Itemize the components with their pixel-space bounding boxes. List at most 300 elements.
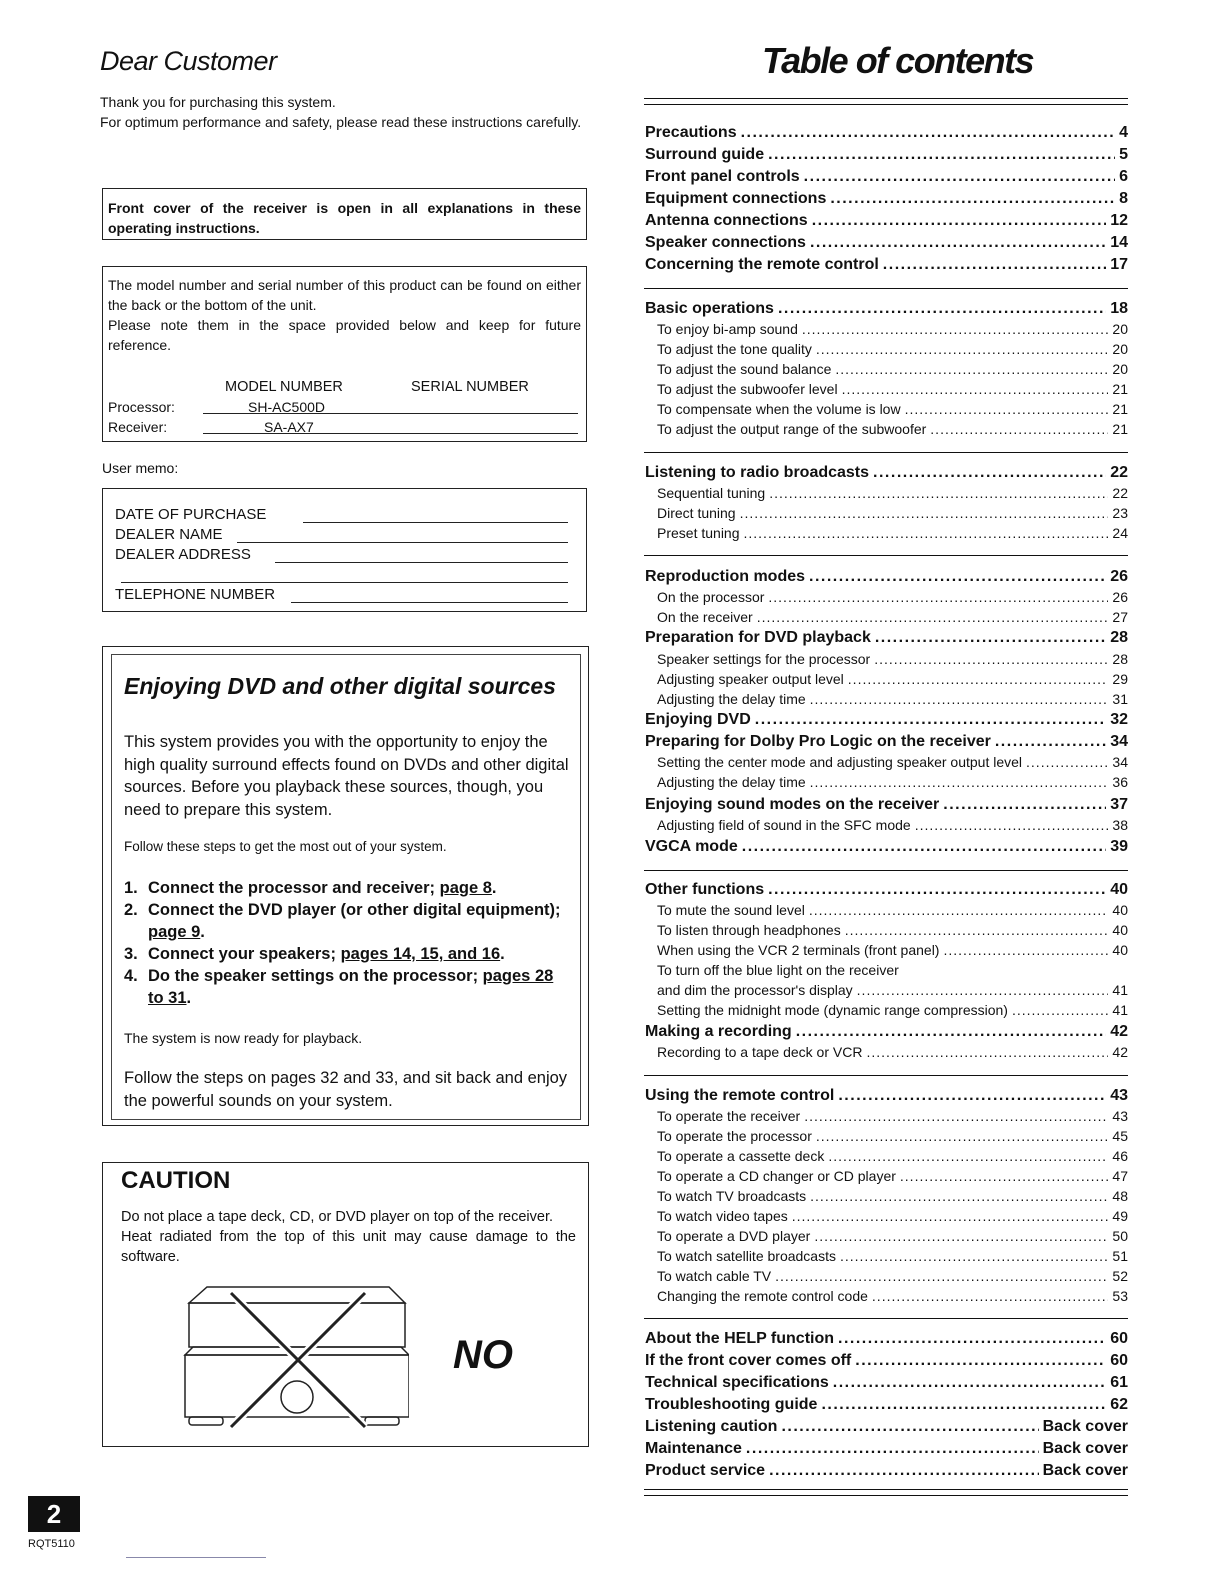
toc-entry-page: 22 (1110, 464, 1128, 481)
toc-leader-dots (810, 774, 1109, 790)
toc-entry-title: Precautions (645, 124, 737, 141)
dvd-step-4 (124, 965, 570, 1009)
toc-entry-page: 61 (1110, 1374, 1128, 1391)
toc-entry-title: Basic operations (645, 300, 774, 317)
step-number: 4. (124, 967, 138, 985)
step-text: Connect your speakers; (148, 945, 341, 963)
dvd-intro-text: This system provides you with the opportunity to enjoy the high quality surround effects found on DVDs and other digital sources. Before you playback these sources, though, you need to prepare this system. (124, 733, 569, 819)
toc-entry-page: 8 (1119, 190, 1128, 207)
toc-leader-dots (781, 1418, 1038, 1436)
caution-line-2: Heat radiated from the top of this unit may cause damage to the software. (121, 1229, 576, 1265)
dvd-info-box (102, 646, 589, 1126)
toc-entry-page: 29 (1112, 671, 1128, 687)
toc-entry[interactable] (645, 1087, 1128, 1105)
toc-entry-title: Enjoying sound modes on the receiver (645, 796, 940, 813)
toc-entry[interactable] (645, 234, 1128, 252)
toc-rule (644, 1075, 1128, 1076)
toc-entry-title: Adjusting the delay time (657, 691, 806, 707)
step-end: . (200, 923, 205, 941)
toc-entry-title: If the front cover comes off (645, 1352, 852, 1369)
receiver-row (108, 417, 578, 437)
toc-entry[interactable] (645, 629, 1128, 647)
toc-entry-page: 32 (1110, 711, 1128, 728)
receiver-model: SA-AX7 (264, 419, 314, 435)
dvd-step-1 (124, 877, 570, 899)
toc-leader-dots (744, 525, 1109, 541)
toc-entry-page: 14 (1110, 234, 1128, 251)
toc-entry[interactable] (645, 711, 1128, 729)
toc-leader-dots (835, 361, 1108, 377)
toc-entry-title: Troubleshooting guide (645, 1396, 818, 1413)
volume-knob (281, 1381, 313, 1413)
toc-entry-title: Listening to radio broadcasts (645, 464, 870, 481)
dealer-address-row-2 (115, 566, 568, 586)
toc-leader-dots (840, 1248, 1108, 1264)
dealer-name-row (115, 526, 568, 546)
toc-entry[interactable] (645, 1418, 1128, 1436)
toc-entry-title: Antenna connections (645, 212, 808, 229)
toc-entry-page: 20 (1112, 361, 1128, 377)
toc-entry-page: 47 (1112, 1168, 1128, 1184)
dvd-final-text: Follow the steps on pages 32 and 33, and sit back and enjoy the powerful sounds on your system. (124, 1069, 568, 1110)
toc-leader-dots (810, 234, 1106, 252)
toc-subentry[interactable] (645, 774, 1128, 790)
toc-entry-title: About the HELP function (645, 1330, 835, 1347)
toc-entry[interactable] (645, 1440, 1128, 1458)
dvd-steps-list (124, 877, 570, 1009)
toc-entry-title: To operate the processor (657, 1128, 812, 1144)
toc-subentry[interactable] (645, 754, 1128, 770)
thanks-paragraph (100, 92, 588, 132)
toc-entry[interactable] (645, 881, 1128, 899)
toc-entry-title: Changing the remote control code (657, 1288, 868, 1304)
toc-leader-dots (1012, 1002, 1108, 1018)
step-number: 2. (124, 901, 138, 919)
toc-entry-page: 49 (1112, 1208, 1128, 1224)
toc-rule (644, 452, 1128, 453)
model-para-1: The model number and serial number of this product can be found on either the back or the bottom of the unit. (108, 277, 581, 313)
processor-label: Processor: (108, 399, 175, 415)
toc-entry-title: VGCA mode (645, 838, 738, 855)
toc-entry-title: Recording to a tape deck or VCR (657, 1044, 863, 1060)
toc-rule (644, 288, 1128, 289)
toc-entry-title: Listening caution (645, 1418, 778, 1435)
toc-subentry[interactable] (645, 381, 1128, 397)
toc-entry-title: Preset tuning (657, 525, 740, 541)
toc-leader-dots (809, 902, 1109, 918)
toc-leader-dots (873, 464, 1106, 482)
toc-entry[interactable] (645, 1023, 1128, 1041)
toc-entry-page: 20 (1112, 341, 1128, 357)
toc-subentry[interactable] (645, 1002, 1128, 1018)
toc-subentry[interactable] (645, 1168, 1128, 1184)
dvd-step-2 (124, 899, 570, 943)
toc-leader-dots (905, 401, 1109, 417)
step-number: 3. (124, 945, 138, 963)
toc-subentry[interactable] (645, 942, 1128, 958)
toc-entry-title: To watch satellite broadcasts (657, 1248, 836, 1264)
top-unit-lid (189, 1287, 405, 1303)
toc-entry-page: 43 (1110, 1087, 1128, 1104)
toc-subentry[interactable] (645, 922, 1128, 938)
thanks-line-1: Thank you for purchasing this system. (100, 94, 336, 110)
toc-subentry[interactable] (645, 505, 1128, 521)
toc-subentry[interactable] (645, 1288, 1128, 1304)
toc-leader-dots (900, 1168, 1109, 1184)
caution-title: CAUTION (121, 1167, 231, 1194)
toc-leader-dots (792, 1208, 1109, 1224)
toc-subentry[interactable] (645, 321, 1128, 337)
model-number-header: MODEL NUMBER (225, 379, 343, 395)
toc-entry-title: Using the remote control (645, 1087, 835, 1104)
toc-entry-title: To compensate when the volume is low (657, 401, 901, 417)
toc-rule (644, 555, 1128, 556)
toc-leader-dots (796, 1023, 1107, 1041)
step-end: . (491, 879, 497, 897)
toc-leader-dots (995, 733, 1106, 751)
toc-entry-title: On the processor (657, 589, 765, 605)
toc-entry-title: When using the VCR 2 terminals (front panel) (657, 942, 940, 958)
toc-rule (644, 98, 1128, 99)
toc-rule (644, 104, 1128, 105)
toc-entry[interactable] (645, 212, 1128, 230)
toc-leader-dots (755, 711, 1106, 729)
toc-entry-page: 36 (1112, 774, 1128, 790)
toc-entry-title: To listen through headphones (657, 922, 841, 938)
toc-entry-page: 40 (1112, 902, 1128, 918)
toc-entry-title: and dim the processor's display (657, 982, 853, 998)
toc-leader-dots (857, 982, 1109, 998)
toc-entry-page: 46 (1112, 1148, 1128, 1164)
toc-leader-dots (741, 124, 1116, 142)
toc-entry-page: 17 (1110, 256, 1128, 273)
no-label: NO (453, 1333, 513, 1377)
toc-entry-page: 23 (1112, 505, 1128, 521)
toc-entry-page: 60 (1110, 1330, 1128, 1347)
user-memo-label: User memo: (102, 460, 179, 476)
telephone-number-line (291, 586, 568, 603)
toc-leader-dots (943, 796, 1106, 814)
toc-subentry[interactable] (645, 361, 1128, 377)
toc-entry-page: Back cover (1042, 1418, 1128, 1435)
caution-box (102, 1162, 589, 1447)
dvd-ready-text: The system is now ready for playback. (124, 1030, 363, 1046)
toc-entry-title: Enjoying DVD (645, 711, 751, 728)
toc-entry[interactable] (645, 256, 1128, 274)
toc-leader-dots (943, 942, 1108, 958)
toc-subentry[interactable] (645, 1044, 1128, 1060)
thanks-line-2: For optimum performance and safety, please read these instructions carefully. (100, 114, 582, 130)
toc-entry-page: 41 (1112, 982, 1128, 998)
toc-leader-dots (769, 485, 1108, 501)
toc-entry-title: Adjusting the delay time (657, 774, 806, 790)
toc-entry-page: 34 (1110, 733, 1128, 750)
date-of-purchase-line (303, 506, 568, 523)
toc-entry-page: 38 (1112, 817, 1128, 833)
toc-leader-dots (848, 671, 1109, 687)
receiver-line (203, 417, 578, 434)
toc-subentry[interactable] (645, 1148, 1128, 1164)
toc-leader-dots (778, 300, 1106, 318)
toc-entry[interactable] (645, 1374, 1128, 1392)
toc-entry-page: 24 (1112, 525, 1128, 541)
bottom-unit-foot-right (365, 1417, 399, 1425)
toc-entry-page: 18 (1110, 300, 1128, 317)
page-number: 2 (28, 1496, 80, 1532)
toc-subentry[interactable] (645, 421, 1128, 437)
toc-entry[interactable] (645, 1396, 1128, 1414)
toc-entry-title: To operate a cassette deck (657, 1148, 825, 1164)
toc-leader-dots (742, 838, 1106, 856)
toc-leader-dots (828, 1148, 1108, 1164)
toc-leader-dots (740, 505, 1109, 521)
toc-subentry[interactable] (645, 401, 1128, 417)
toc-subentry[interactable] (645, 651, 1128, 667)
toc-entry-title: Setting the midnight mode (dynamic range compression) (657, 1002, 1008, 1018)
dvd-info-inner-frame (111, 654, 581, 1120)
toc-entry-title: Front panel controls (645, 168, 800, 185)
toc-leader-dots (804, 168, 1115, 186)
step-text: Do the speaker settings on the processor; (148, 967, 483, 985)
toc-subentry[interactable] (645, 1108, 1128, 1124)
toc-leader-dots (810, 691, 1109, 707)
toc-entry-page: 62 (1110, 1396, 1128, 1413)
toc-entry-title: Maintenance (645, 1440, 742, 1457)
toc-entry-title: Making a recording (645, 1023, 792, 1040)
toc-entry-page: 41 (1112, 1002, 1128, 1018)
toc-entry[interactable] (645, 190, 1128, 208)
toc-entry-page: 34 (1112, 754, 1128, 770)
toc-entry-title: To watch video tapes (657, 1208, 788, 1224)
step-end: . (500, 945, 505, 963)
toc-entry-page: 5 (1119, 146, 1128, 163)
toc-entry-title: Reproduction modes (645, 568, 806, 585)
model-para-2: Please note them in the space provided below and keep for future reference. (108, 317, 581, 353)
caution-text (121, 1207, 576, 1267)
toc-entry-page: 4 (1119, 124, 1128, 141)
toc-entry-title: On the receiver (657, 609, 753, 625)
toc-entry-title: To mute the sound level (657, 902, 805, 918)
toc-entry-page: 28 (1112, 651, 1128, 667)
toc-leader-dots (802, 321, 1109, 337)
telephone-row (115, 586, 568, 606)
toc-subentry[interactable] (645, 902, 1128, 918)
dvd-follow-text: Follow these steps to get the most out of your system. (124, 839, 447, 854)
toc-entry-title: Preparing for Dolby Pro Logic on the receiver (645, 733, 991, 750)
toc-entry-title: Speaker connections (645, 234, 806, 251)
toc-subentry[interactable] (645, 1208, 1128, 1224)
toc-leader-dots (769, 1462, 1039, 1480)
toc-leader-dots (833, 1374, 1106, 1392)
caution-line-1: Do not place a tape deck, CD, or DVD player on top of the receiver. (121, 1209, 554, 1225)
toc-leader-dots (866, 1044, 1108, 1060)
toc-entry-title: To adjust the sound balance (657, 361, 832, 377)
toc-entry-title: To operate a CD changer or CD player (657, 1168, 896, 1184)
toc-title: Table of contents (762, 40, 1034, 81)
toc-leader-dots (830, 190, 1115, 208)
toc-subentry[interactable] (645, 671, 1128, 687)
toc-entry[interactable] (645, 733, 1128, 751)
step-page-link[interactable]: page 9 (148, 923, 201, 941)
toc-entry-title: Sequential tuning (657, 485, 766, 501)
bottom-rule (126, 1557, 266, 1558)
toc-leader-dots (768, 881, 1106, 899)
toc-rule (644, 1318, 1128, 1319)
toc-leader-dots (1026, 754, 1108, 770)
toc-leader-dots (842, 381, 1109, 397)
toc-entry-title: To adjust the output range of the subwoofer (657, 421, 927, 437)
toc-entry[interactable] (645, 838, 1128, 856)
toc-entry-page: 20 (1112, 321, 1128, 337)
toc-leader-dots (809, 568, 1106, 586)
toc-subentry[interactable] (645, 341, 1128, 357)
dvd-box-title: Enjoying DVD and other digital sources (124, 673, 556, 699)
toc-entry[interactable] (645, 1462, 1128, 1480)
toc-subentry[interactable] (645, 589, 1128, 605)
toc-entry[interactable] (645, 568, 1128, 586)
processor-model: SH-AC500D (248, 399, 326, 415)
toc-subentry[interactable] (645, 1228, 1128, 1244)
step-page-link[interactable]: page 8 (439, 879, 492, 897)
toc-entry-title: Direct tuning (657, 505, 736, 521)
toc-rule (644, 1489, 1128, 1490)
toc-entry-title: Technical specifications (645, 1374, 829, 1391)
toc-leader-dots (855, 1352, 1106, 1370)
toc-rule (644, 1495, 1128, 1496)
telephone-number-label: TELEPHONE NUMBER (115, 586, 276, 603)
toc-entry-page: 37 (1110, 796, 1128, 813)
toc-entry-page: 40 (1110, 881, 1128, 898)
toc-entry-title: Speaker settings for the processor (657, 651, 871, 667)
dealer-address-line (275, 546, 568, 563)
toc-entry[interactable] (645, 464, 1128, 482)
step-end: . (186, 989, 192, 1007)
toc-subentry[interactable] (645, 962, 1128, 978)
toc-entry-title: Surround guide (645, 146, 765, 163)
toc-leader-dots (757, 609, 1109, 625)
toc-entry-title: To adjust the subwoofer level (657, 381, 838, 397)
toc-leader-dots (845, 922, 1109, 938)
dvd-step-3 (124, 943, 570, 965)
toc-entry-page: Back cover (1042, 1462, 1128, 1479)
date-of-purchase-row (115, 506, 568, 526)
toc-entry-title: Equipment connections (645, 190, 827, 207)
toc-entry-title: To adjust the tone quality (657, 341, 812, 357)
toc-subentry[interactable] (645, 1188, 1128, 1204)
toc-entry[interactable] (645, 1352, 1128, 1370)
toc-entry-page: 40 (1112, 942, 1128, 958)
top-unit-body (189, 1303, 405, 1347)
toc-entry-page: 53 (1112, 1288, 1128, 1304)
step-page-link[interactable]: pages 28 to 31 (148, 967, 554, 1007)
toc-entry-title: To watch cable TV (657, 1268, 772, 1284)
toc-leader-dots (838, 1087, 1106, 1105)
date-of-purchase-label: DATE OF PURCHASE (115, 506, 267, 523)
toc-subentry[interactable] (645, 1268, 1128, 1284)
toc-subentry[interactable] (645, 982, 1128, 998)
toc-subentry[interactable] (645, 691, 1128, 707)
toc-entry-page: 6 (1119, 168, 1128, 185)
toc-entry-page: 31 (1112, 691, 1128, 707)
toc-leader-dots (816, 1128, 1109, 1144)
dealer-address-row (115, 546, 568, 566)
toc-entry-title: Adjusting field of sound in the SFC mode (657, 817, 911, 833)
toc-leader-dots (883, 256, 1106, 274)
toc-entry-title: To operate the receiver (657, 1108, 801, 1124)
toc-entry[interactable] (645, 300, 1128, 318)
model-number-box (102, 266, 587, 442)
toc-entry[interactable] (645, 124, 1128, 142)
toc-entry[interactable] (645, 168, 1128, 186)
toc-entry-title: Preparation for DVD playback (645, 629, 871, 646)
toc-subentry[interactable] (645, 1248, 1128, 1264)
front-cover-notice: Front cover of the receiver is open in all explanations in these operating instructions. (102, 188, 587, 240)
toc-entry-page: 43 (1112, 1108, 1128, 1124)
toc-leader-dots (814, 1228, 1108, 1244)
receiver-label: Receiver: (108, 419, 168, 435)
toc-leader-dots (768, 146, 1115, 164)
toc-entry-title: Concerning the remote control (645, 256, 879, 273)
toc-leader-dots (810, 1188, 1108, 1204)
serial-number-header: SERIAL NUMBER (411, 379, 529, 395)
toc-leader-dots (915, 817, 1109, 833)
toc-entry-title: Setting the center mode and adjusting speaker output level (657, 754, 1023, 770)
toc-entry-page: 27 (1112, 609, 1128, 625)
toc-entry-page: 50 (1112, 1228, 1128, 1244)
toc-entry-page: 26 (1110, 568, 1128, 585)
toc-leader-dots (768, 589, 1108, 605)
step-text: Connect the DVD player (or other digital equipment); (148, 901, 561, 919)
toc-entry-page: 48 (1112, 1188, 1128, 1204)
toc-entry[interactable] (645, 1330, 1128, 1348)
toc-leader-dots (872, 1288, 1109, 1304)
toc-subentry[interactable] (645, 485, 1128, 501)
toc-subentry[interactable] (645, 1128, 1128, 1144)
toc-subentry[interactable] (645, 609, 1128, 625)
toc-entry-title: To turn off the blue light on the receiver (657, 962, 899, 978)
toc-entry-page: 45 (1112, 1128, 1128, 1144)
toc-entry-title: To operate a DVD player (657, 1228, 811, 1244)
toc-entry-page: Back cover (1042, 1440, 1128, 1457)
toc-entry-page: 28 (1110, 629, 1128, 646)
dear-customer-heading: Dear Customer (100, 46, 277, 76)
toc-entry-title: Adjusting speaker output level (657, 671, 844, 687)
toc-entry[interactable] (645, 796, 1128, 814)
toc-entry[interactable] (645, 146, 1128, 164)
toc-subentry[interactable] (645, 525, 1128, 541)
toc-leader-dots (874, 651, 1108, 667)
toc-subentry[interactable] (645, 817, 1128, 833)
toc-entry-title: To watch TV broadcasts (657, 1188, 807, 1204)
toc-entry-page: 22 (1112, 485, 1128, 501)
dealer-address-line-2 (121, 566, 568, 583)
toc-entry-page: 12 (1110, 212, 1128, 229)
toc-entry-page: 39 (1110, 838, 1128, 855)
toc-entry-title: Product service (645, 1462, 766, 1479)
toc-entry-page: 26 (1112, 589, 1128, 605)
toc-entry-page: 52 (1112, 1268, 1128, 1284)
dealer-address-label: DEALER ADDRESS (115, 546, 251, 563)
toc-entry-title: Other functions (645, 881, 765, 898)
toc-leader-dots (930, 421, 1108, 437)
toc-leader-dots (775, 1268, 1108, 1284)
toc-entry-page: 21 (1112, 421, 1128, 437)
step-page-link[interactable]: pages 14, 15, and 16 (340, 945, 501, 963)
toc-entry-page: 60 (1110, 1352, 1128, 1369)
toc-entry-title: To enjoy bi-amp sound (657, 321, 798, 337)
toc-entry-page: 21 (1112, 401, 1128, 417)
toc-entry-page: 42 (1110, 1023, 1128, 1040)
